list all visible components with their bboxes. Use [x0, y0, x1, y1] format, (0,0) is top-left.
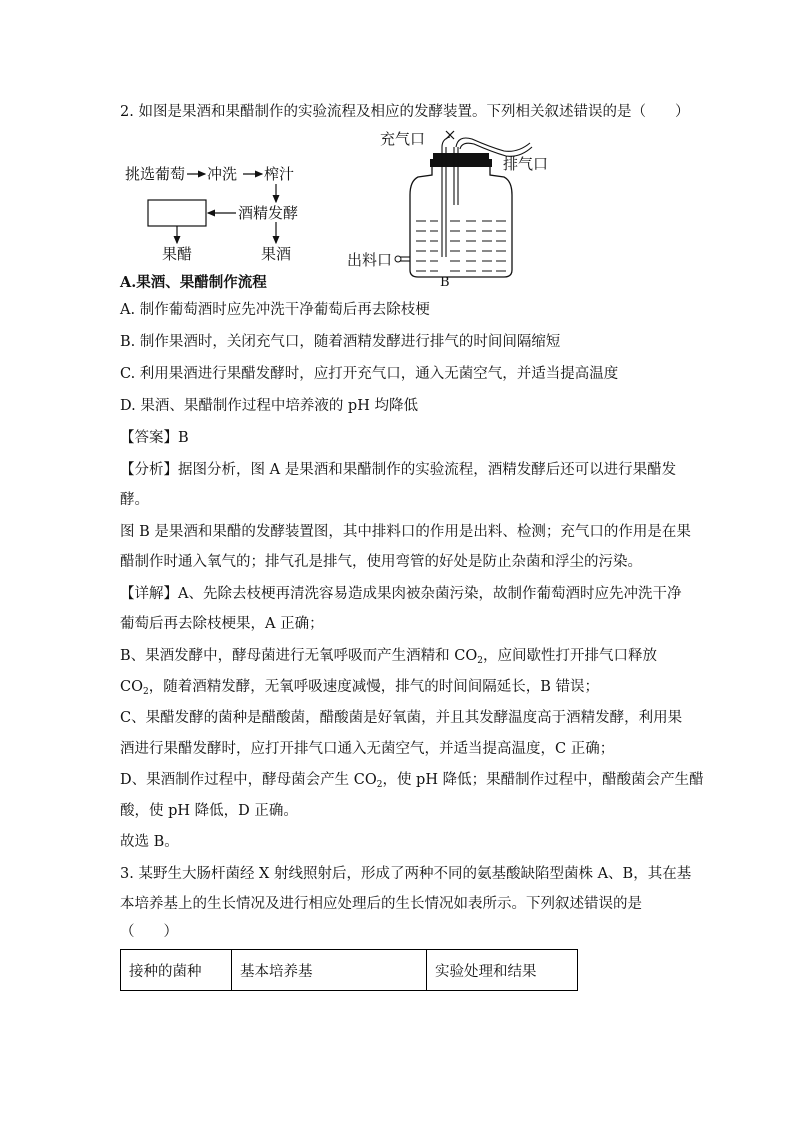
q2-analysis-2: 酵。	[120, 492, 149, 508]
table-header-strain: 接种的菌种	[121, 950, 232, 991]
bottle-drawing	[380, 125, 580, 285]
q2-detail-6: 酒进行果醋发酵时，应打开排气口通入无菌空气，并适当提高温度，C 正确；	[120, 741, 615, 757]
detail-text-4b: ，随着酒精发酵，无氧呼吸速度减慢，排气的时间间隔延长，B 错误；	[148, 679, 599, 695]
flow-step-wash: 冲洗	[207, 165, 238, 183]
label-discharge: 出料口	[347, 251, 393, 269]
table-header-medium: 基本培养基	[232, 950, 427, 991]
co2-subscript: 2	[376, 780, 383, 790]
flow-out-vinegar: 果醋	[162, 245, 193, 263]
answer-label: 【答案】	[120, 430, 178, 446]
q2-analysis-4: 醋制作时通入氧气的；排气孔是排气，使用弯管的好处是防止杂菌和浮尘的污染。	[120, 554, 642, 570]
q2-detail-4	[120, 677, 599, 702]
q2-detail-8: 酸，使 pH 降低，D 正确。	[120, 803, 298, 819]
answer-value: B	[178, 430, 189, 446]
detail-text-1: A、先除去枝梗再清洗容易造成果肉被杂菌污染，故制作葡萄酒时应先冲洗干净	[178, 586, 682, 602]
table-row	[121, 950, 578, 991]
q3-table	[120, 949, 578, 991]
detail-text-7b: ，使 pH 降低；果醋制作过程中，醋酸菌会产生醋	[382, 772, 704, 788]
flow-step-select: 挑选葡萄	[125, 165, 186, 183]
detail-label: 【详解】	[120, 586, 178, 602]
q3-stem-3: （ ）	[120, 924, 178, 940]
q3-stem-1: 3. 某野生大肠杆菌经 X 射线照射后，形成了两种不同的氨基酸缺陷型菌株 A、B，其在基	[120, 866, 692, 882]
q2-detail-1	[120, 584, 681, 604]
q2-detail-7	[120, 770, 704, 795]
flow-step-press: 榨汁	[264, 165, 295, 183]
label-air-outlet: 排气口	[503, 155, 549, 173]
detail-text-4a: CO	[120, 679, 143, 695]
flow-caption: A.果酒、果醋制作流程	[120, 274, 267, 291]
q2-detail-3	[120, 646, 657, 671]
q3-stem-2: 本培养基上的生长情况及进行相应处理后的生长情况如表所示。下列叙述错误的是	[120, 896, 642, 912]
q2-option-b: B. 制作果酒时，关闭充气口，随着酒精发酵进行排气的时间间隔缩短	[120, 334, 561, 350]
q2-option-c: C. 利用果酒进行果醋发酵时，应打开充气口，通入无菌空气，并适当提高温度	[120, 366, 619, 382]
flow-out-wine: 果酒	[261, 245, 292, 263]
apparatus-caption: B	[440, 275, 450, 290]
q2-option-a: A. 制作葡萄酒时应先冲洗干净葡萄后再去除枝梗	[120, 302, 430, 318]
detail-text-3a: B、果酒发酵中，酵母菌进行无氧呼吸而产生酒精和 CO	[120, 648, 478, 664]
co2-subscript: 2	[477, 656, 483, 666]
q2-conclusion: 故选 B。	[120, 834, 179, 850]
q2-detail-5: C、果醋发酵的菌种是醋酸菌，醋酸菌是好氧菌，并且其发酵温度高于酒精发酵，利用果	[120, 710, 683, 726]
q2-detail-2: 葡萄后再去除枝梗果，A 正确；	[120, 616, 324, 632]
analysis-text-1: 据图分析，图 A 是果酒和果醋制作的实验流程，酒精发酵后还可以进行果醋发	[178, 462, 677, 478]
flow-step-ferment: 酒精发酵	[238, 204, 299, 222]
analysis-label: 【分析】	[120, 462, 178, 478]
label-air-inlet: 充气口	[380, 130, 426, 148]
detail-text-3b: ，应间歇性打开排气口释放	[482, 648, 657, 664]
q2-analysis-3: 图 B 是果酒和果醋的发酵装置图，其中排料口的作用是出料、检测；充气口的作用是在果	[120, 524, 691, 540]
table-header-treatment: 实验处理和结果	[427, 950, 578, 991]
q2-option-d: D. 果酒、果醋制作过程中培养液的 pH 均降低	[120, 398, 418, 414]
co2-subscript: 2	[142, 687, 149, 697]
q2-stem: 2. 如图是果酒和果醋制作的实验流程及相应的发酵装置。下列相关叙述错误的是（ ）	[120, 104, 690, 120]
q2-analysis-1	[120, 460, 676, 480]
q2-answer	[120, 428, 189, 448]
detail-text-7a: D、果酒制作过程中，酵母菌会产生 CO	[120, 772, 377, 788]
